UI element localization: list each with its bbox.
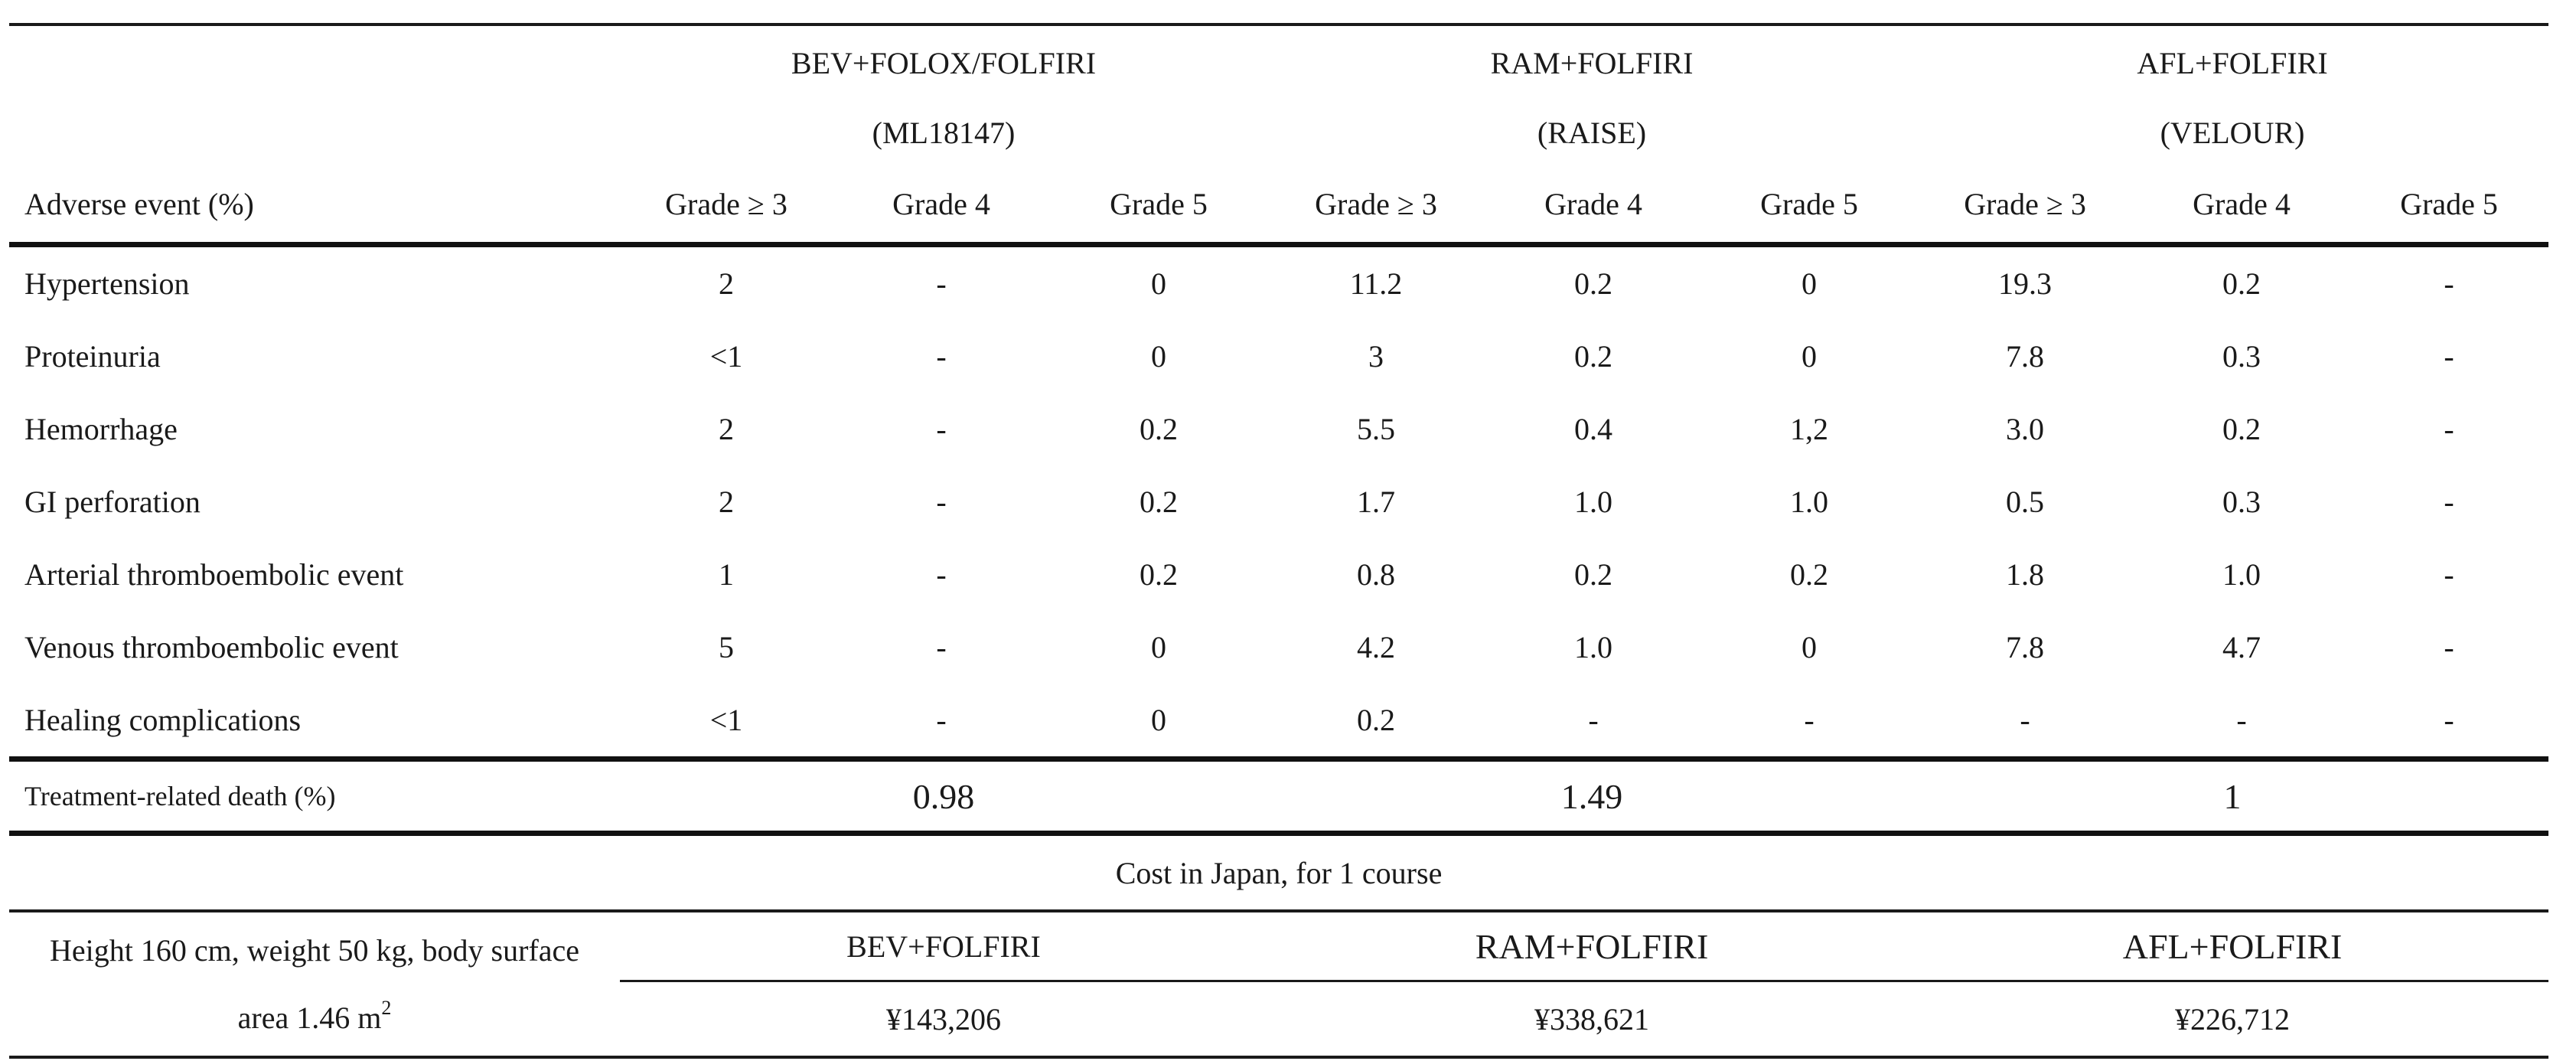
table-cell: 0.5 (2006, 485, 2045, 519)
treatment-death-label: Treatment-related death (%) (9, 759, 620, 834)
table-cell: 5 (719, 630, 734, 664)
table-cell: - (833, 684, 1050, 759)
table-cell: 0.2 (1485, 245, 1702, 321)
table-cell: 0 (1702, 245, 1916, 321)
grade-header: Grade ≥ 3 (665, 186, 787, 221)
grade-header: Grade 5 (2400, 186, 2498, 221)
table-row (9, 465, 2548, 538)
table-cell: 0 (1050, 245, 1267, 321)
table-cell: 0.8 (1357, 557, 1395, 592)
table-cell: 2 (719, 412, 734, 446)
grade-header: Grade 4 (892, 186, 990, 221)
table-cell: - (2444, 339, 2454, 374)
table-cell: 0.2 (1140, 557, 1178, 592)
trial-name-afl: (VELOUR) (2160, 115, 2305, 150)
treatment-death-row (9, 759, 2548, 834)
table-row (9, 245, 2548, 321)
table-cell: 2 (719, 485, 734, 519)
cost-regimen-row (9, 911, 2548, 981)
adverse-events-table (9, 23, 2548, 1059)
regimen-name-ram: RAM+FOLFIRI (1267, 24, 1916, 100)
event-name: Arterial thromboembolic event (24, 557, 404, 592)
trial-name-row (9, 100, 2548, 165)
table-cell: 0.2 (1267, 684, 1485, 759)
cost-regimen-ram: RAM+FOLFIRI (1267, 911, 1916, 981)
table-cell: - (1702, 684, 1916, 759)
table-cell: 5.5 (1357, 412, 1395, 446)
event-name: Venous thromboembolic event (24, 630, 399, 664)
table-cell: - (936, 485, 947, 519)
trial-name-bev: (ML18147) (872, 115, 1016, 150)
event-name: Hypertension (9, 245, 620, 321)
table-cell: 3.0 (2006, 412, 2045, 446)
table-cell: 0.2 (2134, 245, 2349, 321)
table-cell: - (936, 412, 947, 446)
table-cell: 0.2 (1790, 557, 1829, 592)
table-cell: - (1485, 684, 1702, 759)
table-cell: 7.8 (2006, 339, 2045, 374)
table-cell: 1 (719, 557, 734, 592)
trial-name-ram: (RAISE) (1537, 115, 1647, 150)
grade-header: Grade ≥ 3 (1964, 186, 2086, 221)
table-cell: 1.8 (2006, 557, 2045, 592)
table-cell: 0.2 (1140, 485, 1178, 519)
adverse-event-header: Adverse event (%) (24, 186, 254, 221)
table-row (9, 611, 2548, 684)
table-cell: 4.7 (2222, 630, 2261, 664)
regimen-name-afl: AFL+FOLFIRI (1916, 24, 2548, 100)
table-cell: 4.2 (1357, 630, 1395, 664)
table-cell: - (833, 245, 1050, 321)
body-size-label-line2: area 1.46 $m^2$ (237, 996, 392, 1035)
treatment-death-value-bev: 0.98 (620, 759, 1267, 834)
table-cell: 2 (620, 245, 833, 321)
table-cell: 1.0 (1790, 485, 1829, 519)
event-name: Healing complications (9, 684, 620, 759)
table-cell: 19.3 (1916, 245, 2134, 321)
event-name: GI perforation (24, 485, 201, 519)
table-cell: 0 (1151, 630, 1166, 664)
treatment-death-value-ram: 1.49 (1267, 759, 1916, 834)
table-cell: 0.4 (1574, 412, 1612, 446)
table-cell: 0.2 (1574, 339, 1612, 374)
table-row (9, 393, 2548, 465)
grade-header: Grade 4 (1544, 186, 1642, 221)
grade-header: Grade 5 (1110, 186, 1208, 221)
grade-header: Grade ≥ 3 (1315, 186, 1437, 221)
table-cell: 1.0 (2222, 557, 2261, 592)
cost-price-bev: ¥143,206 (620, 981, 1267, 1058)
table-cell: 0.3 (2222, 485, 2261, 519)
table-row (9, 538, 2548, 611)
cost-title: Cost in Japan, for 1 course (9, 834, 2548, 912)
table-row (9, 320, 2548, 393)
table-cell: 0.2 (2222, 412, 2261, 446)
table-cell: 1.7 (1357, 485, 1395, 519)
table-cell: - (936, 557, 947, 592)
table-cell: 0 (1050, 684, 1267, 759)
table-cell: 11.2 (1267, 245, 1485, 321)
grade-header: Grade 4 (2193, 186, 2291, 221)
table-cell: 0 (1151, 339, 1166, 374)
table-cell: 0 (1802, 630, 1818, 664)
table-cell: - (2444, 485, 2454, 519)
table-cell: - (2444, 630, 2454, 664)
event-name: Proteinuria (24, 339, 161, 374)
table-cell: - (2444, 557, 2454, 592)
grade-header-row (9, 165, 2548, 245)
table-cell: 0.3 (2222, 339, 2261, 374)
cost-price-afl: ¥226,712 (1916, 981, 2548, 1058)
regimen-name-bev: BEV+FOLOX/FOLFIRI (620, 24, 1267, 100)
table-cell: - (2349, 245, 2548, 321)
table-cell: 3 (1368, 339, 1384, 374)
body-size-label-line1: Height 160 cm, weight 50 kg, body surface (49, 932, 580, 968)
cost-regimen-bev: BEV+FOLFIRI (620, 911, 1267, 981)
table-cell: 1.0 (1574, 630, 1612, 664)
cost-title-row (9, 834, 2548, 912)
event-name: Hemorrhage (24, 412, 178, 446)
table-cell: - (936, 630, 947, 664)
regimen-name-row (9, 24, 2548, 100)
table-cell: 0 (1802, 339, 1818, 374)
table-cell: 1.0 (1574, 485, 1612, 519)
table-cell: - (2349, 684, 2548, 759)
treatment-death-value-afl: 1 (1916, 759, 2548, 834)
table-cell: <1 (709, 339, 743, 374)
cost-regimen-afl: AFL+FOLFIRI (1916, 911, 2548, 981)
table-row (9, 684, 2548, 759)
table-cell: <1 (620, 684, 833, 759)
cost-price-ram: ¥338,621 (1267, 981, 1916, 1058)
table-cell: - (936, 339, 947, 374)
grade-header: Grade 5 (1760, 186, 1858, 221)
table-cell: - (2134, 684, 2349, 759)
superscript-2: 2 (381, 996, 392, 1019)
table-cell: - (2444, 412, 2454, 446)
table-cell: 0.2 (1574, 557, 1612, 592)
table-cell: - (1916, 684, 2134, 759)
table-cell: 1,2 (1790, 412, 1829, 446)
body-size-label (9, 911, 620, 1057)
table-cell: 0.2 (1140, 412, 1178, 446)
table-cell: 7.8 (2006, 630, 2045, 664)
